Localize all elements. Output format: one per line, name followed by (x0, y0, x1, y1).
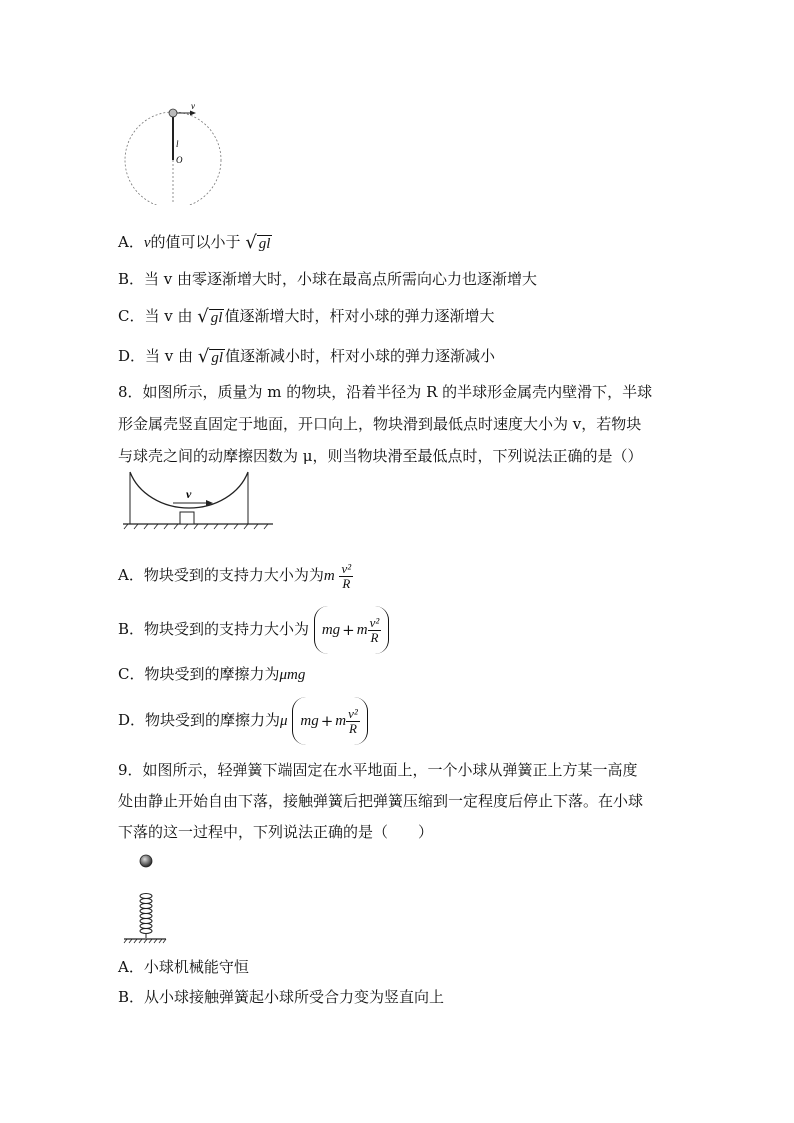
q8-stem-line-1: 8．如图所示，质量为 m 的物块，沿着半径为 R 的半球形金属壳内壁滑下，半球 (118, 383, 653, 401)
q7-option-c: C．当 v 由 √ gl 值逐渐增大时，杆对小球的弹力逐渐增大 (118, 306, 495, 327)
q9-stem-line-1: 9．如图所示，轻弹簧下端固定在水平地面上，一个小球从弹簧正上方某一高度 (118, 761, 638, 779)
q8-stem-line-3: 与球壳之间的动摩擦因数为 μ，则当物块滑至最低点时，下列说法正确的是（） (118, 447, 643, 465)
q7-ball (169, 109, 177, 117)
q8-ground-hatching (124, 524, 268, 529)
q7-l-label: l (176, 139, 179, 149)
q7-arrow-head (190, 111, 196, 116)
q9-option-a: A．小球机械能守恒 (118, 958, 249, 976)
q9-option-b: B．从小球接触弹簧起小球所受合力变为竖直向上 (118, 988, 445, 1006)
q8-option-c: C．物块受到的摩擦力为μmg (118, 665, 306, 683)
q7-option-a: A．v的值可以小于 √ gl (118, 232, 271, 253)
q8-block (180, 512, 194, 524)
q9-spring-figure (120, 852, 170, 947)
q8-stem-line-2: 形金属壳竖直固定于地面，开口向上，物块滑到最低点时速度大小为 v，若物块 (118, 415, 642, 433)
q8-option-b: B．物块受到的支持力大小为 mg + m $\frac{\text{v²}}{R}$ (118, 606, 389, 654)
q8-b-paren: mg + m $\frac{\text{v²}}{R}$ (314, 606, 389, 654)
q8-v-label: v (186, 487, 192, 501)
q8-option-d: D．物块受到的摩擦力为μ mg + m $\frac{\text{v²}}{R}$ (118, 697, 368, 745)
q7-option-d: D．当 v 由 √ gl 值逐渐减小时，杆对小球的弹力逐渐减小 (118, 346, 495, 367)
q9-stem-line-2: 处由静止开始自由下落，接触弹簧后把弹簧压缩到一定程度后停止下落。在小球 (118, 792, 644, 810)
q7-circle-figure (118, 100, 228, 205)
q9-ball (140, 855, 152, 867)
q8-d-paren: mg + m $\frac{\text{v²}}{R}$ (292, 697, 367, 745)
q7-option-b: B．当 v 由零逐渐增大时，小球在最高点所需向心力也逐渐增大 (118, 270, 538, 288)
q7-o-label: O (176, 155, 183, 165)
q7-d-sqrt: √ gl (197, 346, 223, 367)
q8-a-fraction: $\frac{\text{v²}}{R}$ (341, 560, 352, 591)
q8-hemisphere-figure (118, 470, 278, 530)
q8-b-fraction: $\frac{\text{v²}}{R}$ (369, 614, 380, 645)
q7-a-sqrt: √ gl (245, 232, 271, 253)
q8-option-a: A．物块受到的支持力大小为为m $\frac{\text{v²}}{R}$ (118, 560, 352, 591)
q9-stem-line-3: 下落的这一过程中，下列说法正确的是（ ） (118, 823, 434, 841)
q9-spring (140, 894, 152, 939)
q7-v-label: v (191, 101, 195, 111)
q7-c-sqrt: √ gl (197, 306, 223, 327)
q8-d-fraction: $\frac{\text{v²}}{R}$ (348, 705, 358, 736)
